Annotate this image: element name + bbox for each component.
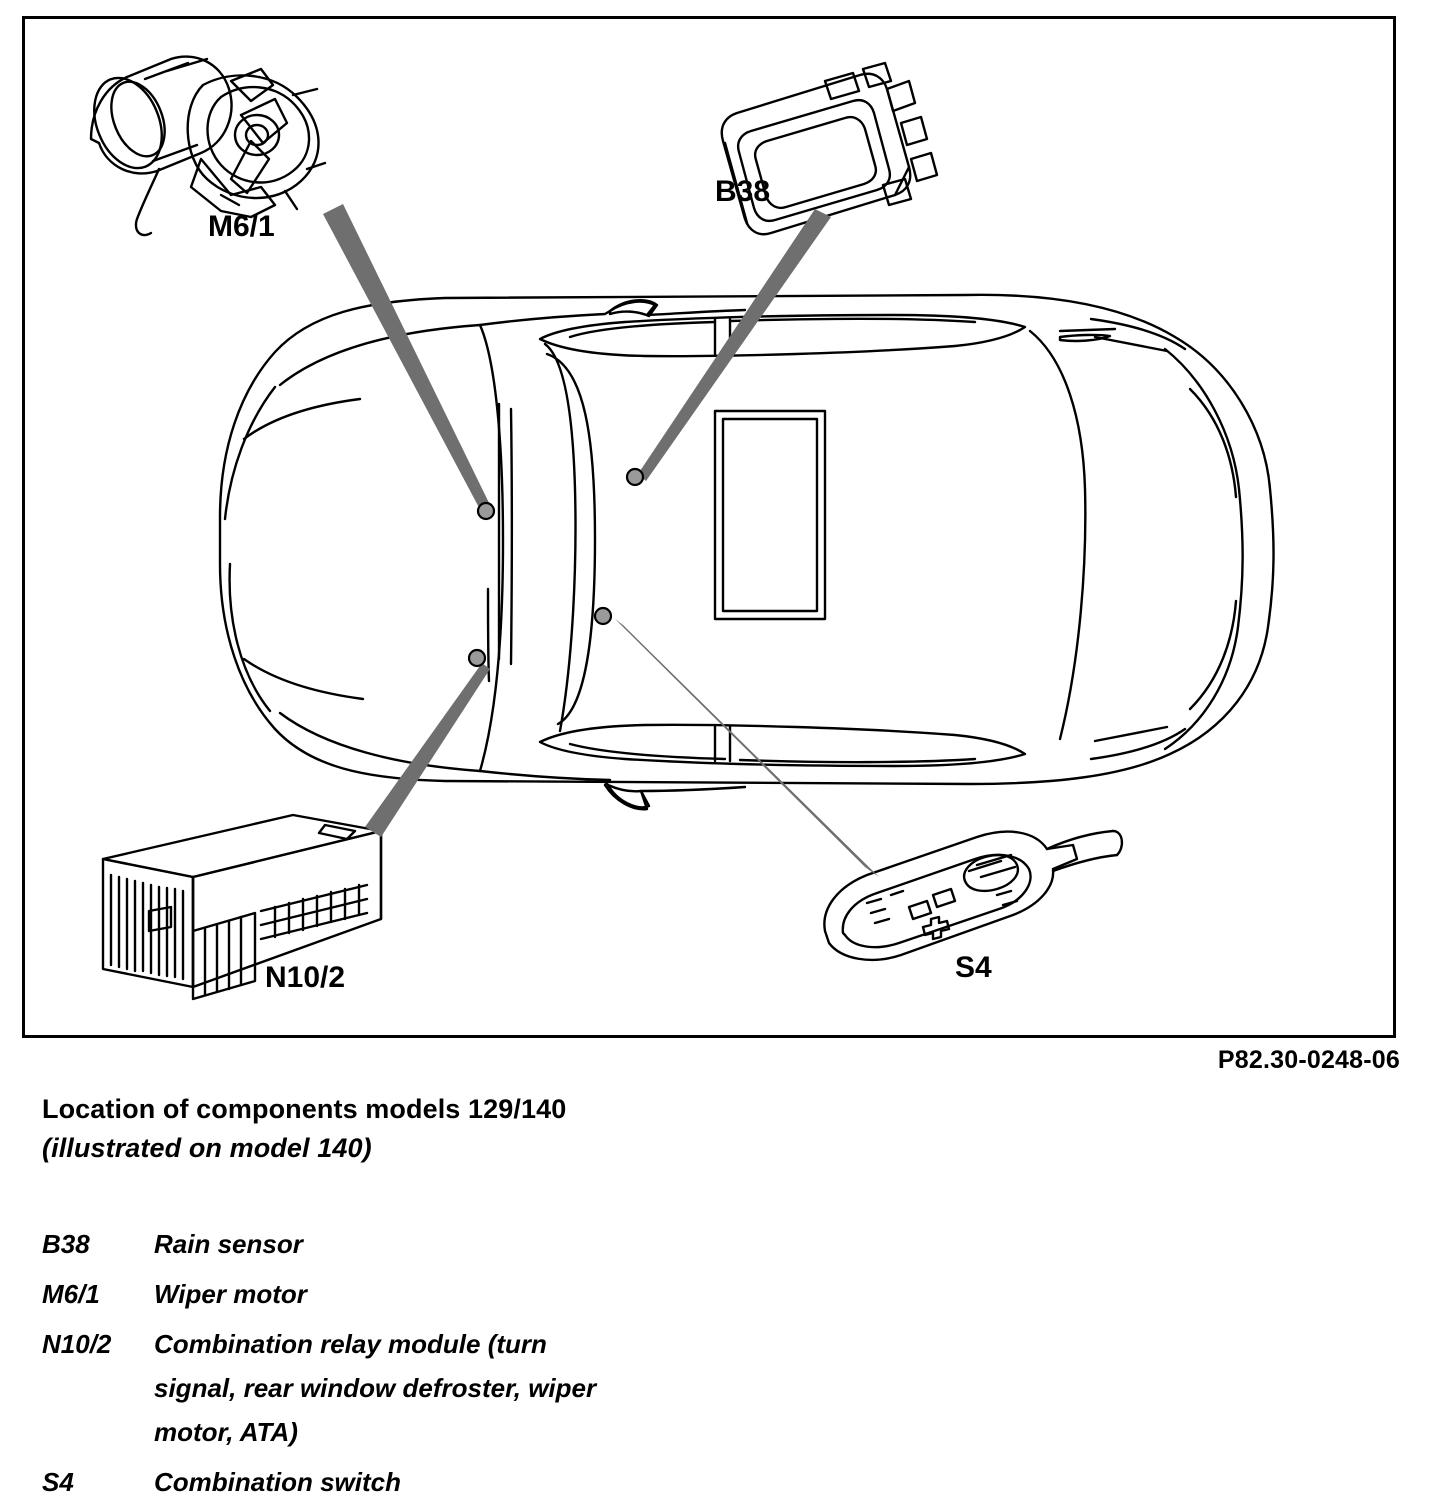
callout-label-b38: B38 bbox=[715, 175, 771, 208]
car-body-outline bbox=[220, 295, 1274, 809]
figure-frame bbox=[22, 16, 1396, 1038]
wiper-motor-illustration bbox=[82, 57, 325, 235]
callout-label-m6-1: M6/1 bbox=[208, 210, 275, 243]
figure-number: P82.30-0248-06 bbox=[1217, 1046, 1400, 1074]
legend-description-line1: Combination switch bbox=[154, 1467, 401, 1497]
legend-key: B38 bbox=[42, 1229, 90, 1259]
legend-description bbox=[154, 1222, 303, 1266]
legend-description bbox=[154, 1272, 307, 1316]
callout-label-n10-2: N10/2 bbox=[265, 961, 346, 994]
legend-item-s4 bbox=[42, 1460, 1142, 1504]
legend-key: N10/2 bbox=[42, 1329, 112, 1359]
legend-key: M6/1 bbox=[42, 1279, 100, 1309]
rain-sensor-illustration bbox=[722, 63, 937, 234]
leader-lines bbox=[323, 204, 879, 877]
legend-item-b38 bbox=[42, 1222, 1142, 1266]
legend-description-line3: motor, ATA) bbox=[154, 1417, 298, 1447]
legend-description-line1: Combination relay module (turn bbox=[154, 1329, 547, 1359]
legend-list bbox=[42, 1222, 1142, 1510]
legend-description-line1: Rain sensor bbox=[154, 1229, 303, 1259]
legend-description bbox=[154, 1460, 401, 1504]
component-location-diagram bbox=[25, 19, 1393, 1035]
callout-label-s4: S4 bbox=[955, 951, 992, 984]
caption-subtitle: (illustrated on model 140) bbox=[42, 1133, 372, 1163]
legend-description bbox=[154, 1322, 596, 1454]
caption-title: Location of components models 129/140 bbox=[42, 1094, 567, 1124]
leader-endpoints bbox=[469, 469, 643, 666]
legend-description-line1: Wiper motor bbox=[154, 1279, 307, 1309]
legend-description-line2: signal, rear window defroster, wiper bbox=[154, 1373, 597, 1403]
combination-switch-illustration bbox=[824, 831, 1122, 960]
legend-key: S4 bbox=[42, 1467, 74, 1497]
legend-item-m6-1 bbox=[42, 1272, 1142, 1316]
caption-block bbox=[42, 1090, 1042, 1168]
legend-item-n10-2 bbox=[42, 1322, 1142, 1454]
